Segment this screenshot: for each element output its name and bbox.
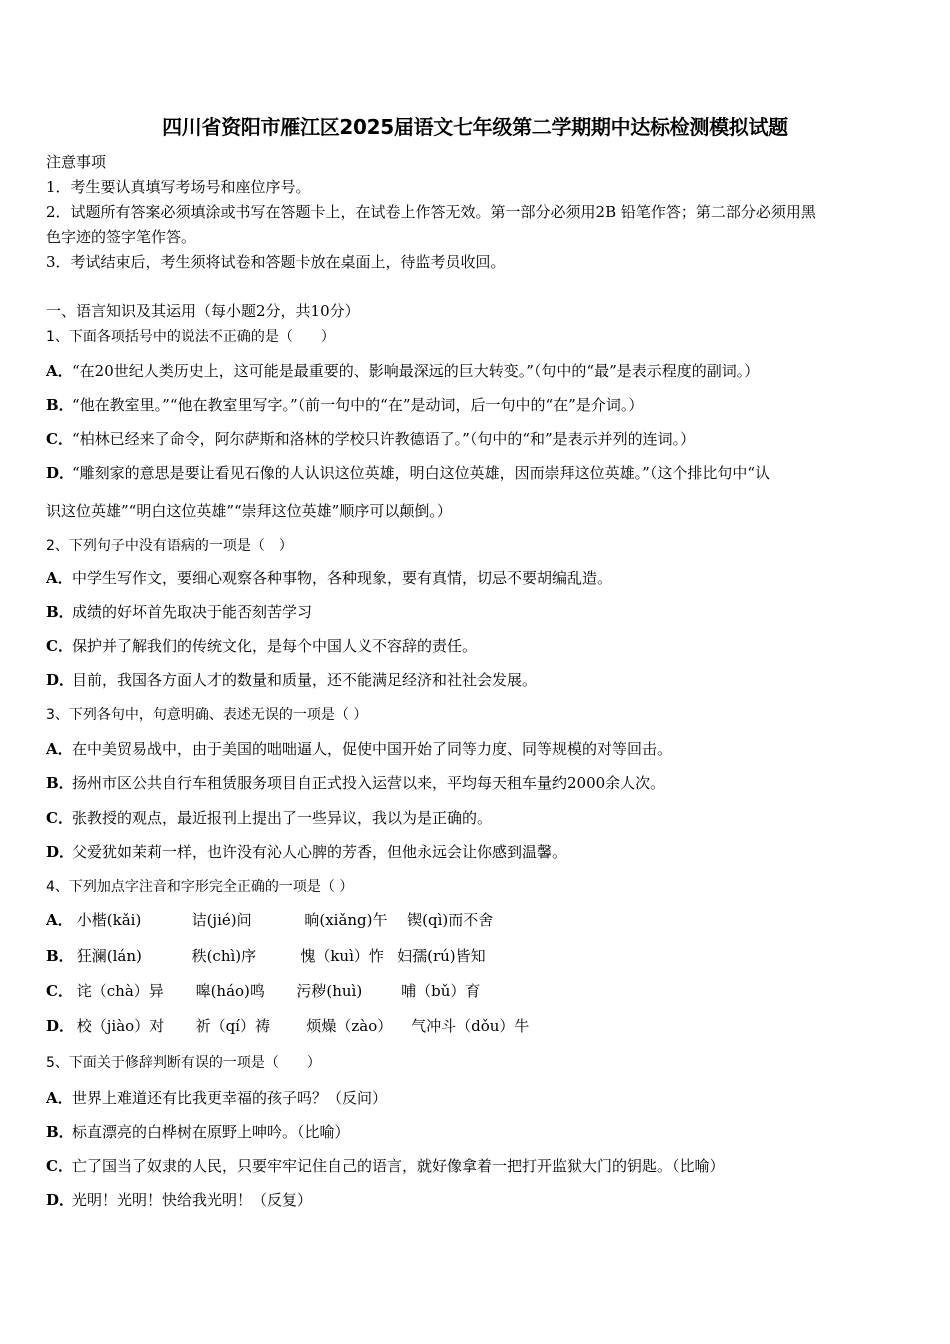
pinyin-item: 嗥(háo)鸣 [195, 982, 265, 1000]
pinyin-item: 气冲斗（dǒu）牛 [411, 1017, 530, 1035]
option-text: 中学生写作文，要细心观察各种事物，各种现象，要有真情，切忌不要胡编乱造。 [72, 569, 613, 587]
option-letter: B． [46, 774, 74, 792]
option-letter: C． [46, 637, 73, 655]
question-stem [46, 702, 908, 727]
option-text: 成绩的好坏首先取决于能否刻苦学习 [72, 603, 313, 621]
option-row [46, 737, 908, 761]
notice-heading: 注意事项 [46, 153, 107, 171]
pinyin-item: 烦燥（zào） [306, 1017, 393, 1035]
option-letter: C． [46, 430, 73, 448]
notice-item: 色字迹的签字笔作答。 [46, 228, 197, 246]
option-letter: C． [46, 1157, 73, 1175]
option-text: “雕刻家的意思是要让看见石像的人认识这位英雄，明白这位英雄，因而崇拜这位英雄。”（这个排比句中“认 [72, 464, 771, 482]
notice-item: 3．考试结束后，考生须将试卷和答题卡放在桌面上，待监考员收回。 [46, 253, 506, 271]
notice-item: 1．考生要认真填写考场号和座位序号。 [46, 178, 311, 196]
option-letter: D． [46, 1191, 75, 1209]
notice-item: 2．试题所有答案必须填涂或书写在答题卡上，在试卷上作答无效。第一部分必须用2B 铅笔作答；第二部分必须用黑 [46, 203, 816, 221]
option-letter: D． [46, 671, 75, 689]
pinyin-item: 妇孺(rú)皆知 [397, 947, 486, 965]
option-letter: D． [46, 843, 75, 861]
section-heading: 一、语言知识及其运用（每小题2分，共10分） [46, 302, 360, 320]
option-text: 扬州市区公共自行车租赁服务项目自正式投入运营以来，平均每天租车量约2000余人次。 [72, 774, 666, 792]
pinyin-item: 哺（bǔ）育 [401, 982, 481, 1000]
option-letter: B． [46, 1123, 74, 1141]
question-stem-text: 3、下列各句中，句意明确、表述无误的一项是（ ） [46, 707, 368, 723]
option-row [46, 461, 908, 485]
option-letter: D． [46, 1017, 75, 1035]
question-stem-text: 1、下面各项括号中的说法不正确的是（ ） [46, 329, 335, 345]
pinyin-item: 锲(qì)而不舍 [407, 911, 494, 929]
option-row [46, 1014, 908, 1038]
option-row [46, 840, 908, 864]
option-row [46, 1086, 908, 1110]
pinyin-item: 诘(jié)问 [191, 911, 252, 929]
pinyin-item: 污秽(huì) [296, 982, 363, 1000]
option-letter: C． [46, 809, 73, 827]
option-row [46, 427, 908, 451]
option-row [46, 393, 908, 417]
option-letter: C． [46, 982, 73, 1000]
pinyin-item: 秩(chì)序 [191, 947, 257, 965]
pinyin-item: 狂澜(lán) [76, 947, 142, 965]
question-stem [46, 533, 908, 558]
exam-title: 四川省资阳市雁江区2025届语文七年级第二学期期中达标检测模拟试题 [162, 115, 788, 139]
option-letter: B． [46, 396, 74, 414]
pinyin-item: 诧（chà）异 [76, 982, 164, 1000]
option-row [46, 600, 908, 624]
question-stem [46, 324, 908, 349]
question-stem-text: 5、下面关于修辞判断有误的一项是（ ） [46, 1055, 321, 1071]
option-text: 在中美贸易战中，由于美国的咄咄逼人，促使中国开始了同等力度、同等规模的对等回击。 [72, 740, 673, 758]
option-text: 光明！光明！快给我光明！（反复） [72, 1191, 313, 1209]
question-stem-text: 4、下列加点字注音和字形完全正确的一项是（ ） [46, 879, 354, 895]
option-row [46, 944, 908, 968]
pinyin-item: 校（jiào）对 [76, 1017, 165, 1035]
option-row [46, 979, 908, 1003]
pinyin-item: 祈（qí）祷 [195, 1017, 270, 1035]
option-letter: B． [46, 603, 74, 621]
option-letter: A． [46, 362, 73, 380]
option-row [46, 908, 908, 932]
question-stem [46, 874, 908, 899]
option-row [46, 771, 908, 795]
option-letter: A． [46, 1089, 73, 1107]
option-text: 识这位英雄”“明白这位英雄”“崇拜这位英雄”顺序可以颠倒。） [46, 502, 452, 520]
option-letter: A． [46, 569, 73, 587]
question-stem-text: 2、下列句子中没有语病的一项是（ ） [46, 538, 293, 554]
option-text: 标直漂亮的白桦树在原野上呻吟。（比喻） [72, 1123, 350, 1141]
pinyin-item: 小楷(kǎi) [76, 911, 142, 929]
option-letter: B． [46, 947, 74, 965]
option-text: 亡了国当了奴隶的人民，只要牢牢记住自己的语言，就好像拿着一把打开监狱大门的钥匙。（比喻） [72, 1157, 725, 1175]
option-row [46, 1154, 908, 1178]
option-text: 张教授的观点，最近报刊上提出了一些异议，我以为是正确的。 [72, 809, 493, 827]
pinyin-item: 晌(xiǎng)午 [304, 911, 388, 929]
option-letter: A． [46, 740, 73, 758]
option-text: 父爱犹如茉莉一样，也许没有沁人心脾的芳香，但他永远会让你感到温馨。 [72, 843, 568, 861]
pinyin-item: 愧（kuì）怍 [300, 947, 384, 965]
option-text: 目前，我国各方面人才的数量和质量，还不能满足经济和社社会发展。 [72, 671, 538, 689]
option-row [46, 566, 908, 590]
option-text: 世界上难道还有比我更幸福的孩子吗？（反问） [72, 1089, 388, 1107]
option-text: “柏林已经来了命令，阿尔萨斯和洛林的学校只许教德语了。”（句中的“和”是表示并列的连词。） [72, 430, 696, 448]
option-text: 保护并了解我们的传统文化，是每个中国人义不容辞的责任。 [72, 637, 478, 655]
option-letter: D． [46, 464, 75, 482]
option-letter: A． [46, 911, 73, 929]
option-row [46, 668, 908, 692]
question-stem [46, 1050, 908, 1075]
option-text: “他在教室里。”“他在教室里写字。”（前一句中的“在”是动词，后一句中的“在”是介词。） [72, 396, 644, 414]
option-row [46, 1188, 908, 1212]
option-row [46, 806, 908, 830]
option-row-continued [46, 499, 908, 523]
option-row [46, 1120, 908, 1144]
option-row [46, 359, 908, 383]
option-row [46, 634, 908, 658]
option-text: “在20世纪人类历史上，这可能是最重要的、影响最深远的巨大转变。”（句中的“最”是表示程度的副词。） [72, 362, 760, 380]
